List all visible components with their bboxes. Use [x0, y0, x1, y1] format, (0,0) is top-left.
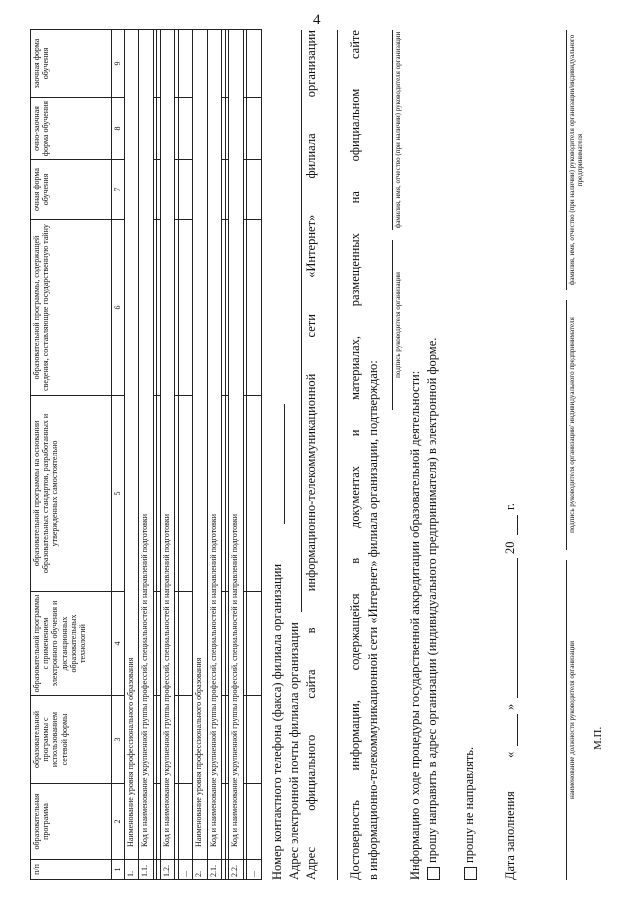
table-input-cell[interactable] [247, 592, 262, 696]
footer-signature-field-line[interactable] [566, 300, 567, 550]
page-number: 4 [313, 12, 321, 28]
row-number-cell: ... [179, 860, 193, 880]
word: филиала [304, 133, 318, 179]
word: содержащейся [348, 593, 362, 671]
rotated-form-content [30, 30, 620, 880]
row-number-cell: 1.1. [139, 860, 153, 880]
index-cell: 5 [112, 396, 125, 592]
table-row [247, 30, 262, 880]
fio-field-line[interactable] [392, 30, 393, 230]
index-cell: 8 [112, 98, 125, 160]
table-row [161, 30, 175, 880]
table-input-cell[interactable] [247, 160, 262, 220]
footer-signature-caption: подпись руководителя организации/ индивидуального предпринимателя [568, 317, 576, 533]
date-day-field[interactable] [517, 714, 518, 746]
word: официальном [348, 88, 362, 162]
table-input-cell[interactable] [179, 592, 193, 696]
header-cell-own-standards: образовательной программы на основании образовательных стандартов, разработанных и утвержденных самостоятельно [31, 396, 112, 592]
date-year-suffix: г. [503, 503, 517, 510]
table-row [125, 30, 139, 880]
date-month-field[interactable] [517, 558, 518, 698]
position-caption: наименование должности руководителя организации [568, 641, 576, 799]
table-input-cell[interactable] [247, 784, 262, 860]
word: Достоверность [348, 800, 362, 880]
index-cell: 9 [112, 30, 125, 98]
row-span-cell: Код и наименование укрупненной группы профессий, специальностей и направлений подготовки [161, 30, 175, 860]
table-input-cell[interactable] [247, 220, 262, 396]
row-span-cell: Код и наименование укрупненной группы профессий, специальностей и направлений подготовки [207, 30, 221, 860]
word: в [348, 557, 362, 564]
table-input-cell[interactable] [179, 220, 193, 396]
row-number-cell: 2. [193, 860, 207, 880]
send-checkbox[interactable] [427, 867, 440, 880]
date-century: 20 [503, 541, 517, 554]
header-cell-state-secret: образовательной программы, содержащей сведения, составляющие государственную тайну [31, 220, 112, 396]
phone-label: Номер контактного телефона (факса) филиала организации [270, 563, 284, 880]
table-row [207, 30, 221, 880]
table-row [139, 30, 153, 880]
send-option-label: прошу направить в адрес организации (индивидуального предпринимателя) в электронной форме. [425, 337, 439, 863]
word: сайте [348, 30, 362, 60]
website-field-line[interactable] [337, 30, 338, 880]
header-cell-e-learning: образовательной программы с применением электронного обучения и дистанционных образовательных технологий [31, 592, 112, 696]
date-label: Дата заполнения [503, 791, 517, 880]
header-cell-full-time: очная форма обучения [31, 160, 112, 220]
table-input-cell[interactable] [179, 98, 193, 160]
website-label [304, 30, 319, 880]
word: информации, [348, 700, 362, 771]
word: сети [304, 314, 318, 338]
word: сайта [304, 669, 318, 699]
no-send-option-label: прошу не направлять. [462, 746, 476, 863]
table-index-row [112, 30, 125, 880]
table-row [179, 30, 193, 880]
word: информационно-телекоммуникационной [304, 373, 318, 592]
table-input-cell[interactable] [179, 30, 193, 98]
stamp-mark: М.П. [592, 726, 604, 750]
index-cell: 7 [112, 160, 125, 220]
index-cell: 2 [112, 784, 125, 860]
table-input-cell[interactable] [247, 696, 262, 784]
signature-caption: подпись руководителя организации [394, 272, 402, 378]
table-input-cell[interactable] [179, 784, 193, 860]
row-span-cell: Код и наименование укрупненной группы профессий, специальностей и направлений подготовки [139, 30, 153, 860]
index-cell: 3 [112, 696, 125, 784]
table-input-cell[interactable] [179, 160, 193, 220]
email-label: Адрес электронной почты филиала организации [287, 622, 301, 880]
word: официального [304, 734, 318, 811]
word: материалах, [348, 336, 362, 400]
table-row [229, 30, 243, 880]
table-header-row [31, 30, 112, 880]
word: в [304, 627, 318, 634]
word: «Интернет» [304, 214, 318, 278]
date-open-quote: « [503, 751, 517, 758]
row-number-cell: 2.1. [207, 860, 221, 880]
phone-field-line[interactable] [284, 404, 285, 524]
reliability-line-1 [348, 30, 363, 880]
row-span-cell: Наименование уровня профессионального образования [125, 30, 139, 860]
index-cell: 4 [112, 592, 125, 696]
table-input-cell[interactable] [179, 696, 193, 784]
index-cell: 1 [112, 860, 125, 880]
table-input-cell[interactable] [179, 396, 193, 592]
info-label: Информацию о ходе процедуры государственной аккредитации образовательной деятельности: [408, 370, 422, 880]
row-span-cell: Наименование уровня профессионального образования [193, 30, 207, 860]
index-cell: 6 [112, 220, 125, 396]
row-number-cell: 1. [125, 860, 139, 880]
header-cell-part-time: очно-заочная форма обучения [31, 98, 112, 160]
table-row [193, 30, 207, 880]
row-number-cell: ... [247, 860, 262, 880]
email-field-line[interactable] [301, 30, 302, 612]
footer-fio-field-line[interactable] [566, 30, 567, 290]
table-input-cell[interactable] [247, 98, 262, 160]
word: и [348, 429, 362, 437]
header-cell-program: образовательная программа [31, 784, 112, 860]
footer-fio-caption: фамилия, имя, отчество (при наличии) руководителя организации/индивидуального предпринимателя [568, 34, 584, 286]
row-span-cell: Код и наименование укрупненной группы профессий, специальностей и направлений подготовки [229, 30, 243, 860]
word: размещенных [348, 233, 362, 307]
row-number-cell: 1.2. [161, 860, 175, 880]
header-cell-distance: заочная форма обучения [31, 30, 112, 98]
reliability-line-2: в информационно-телекоммуникационной сети «Интернет» филиала организации, подтверждаю: [366, 360, 380, 880]
table-input-cell[interactable] [247, 30, 262, 98]
position-field-line[interactable] [566, 560, 567, 880]
row-number-cell: 2.2. [229, 860, 243, 880]
word: на [348, 191, 362, 204]
header-cell-network-form: образовательной программы с использованием сетевой формы [31, 696, 112, 784]
date-close-quote: » [503, 703, 517, 710]
table-input-cell[interactable] [247, 396, 262, 592]
word: организации [304, 30, 318, 98]
word: Адрес [304, 846, 318, 880]
no-send-checkbox[interactable] [464, 867, 477, 880]
date-year-field[interactable] [517, 515, 518, 535]
programs-table [30, 29, 262, 880]
header-cell-num: п/п [31, 860, 112, 880]
word: документах [348, 465, 362, 529]
fio-caption: фамилия, имя, отчество (при наличии) руководителя организации [394, 31, 402, 229]
signature-field-line[interactable] [392, 240, 393, 410]
